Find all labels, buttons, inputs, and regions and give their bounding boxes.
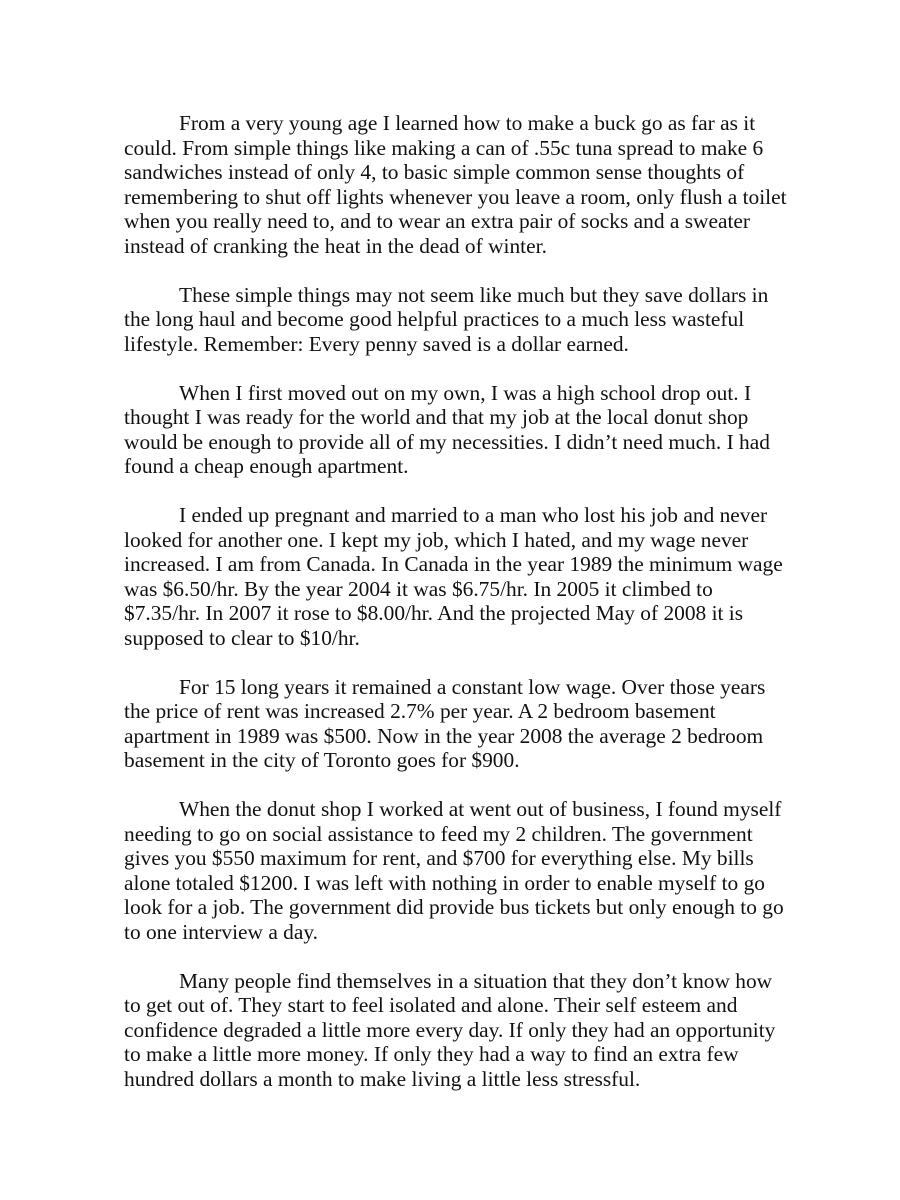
document-body xyxy=(124,111,789,1091)
paragraph-rent-increase: For 15 long years it remained a constant low wage. Over those years the price of rent was increased 2.7% per year. A 2 bedroom basement apartment in 1989 was $500. Now in the year 2008 the average 2 bedroom basement in the city of Toronto goes for $900. xyxy=(124,674,766,772)
paragraph-social-assistance: When the donut shop I worked at went out of business, I found myself needing to go on social assistance to feed my 2 children. The government gives you $550 maximum for rent, and $700 for everything else. My bills alone totaled $1200. I was left with nothing in order to enable myself to go look for a job. The government did provide bus tickets but only enough to go to one interview a day. xyxy=(124,797,784,944)
paragraph-isolation: Many people find themselves in a situation that they don’t know how to get out of. They start to feel isolated and alone. Their self esteem and confidence degraded a little more every day. If only they had an opportunity to make a little more money. If only they had a way to find an extra few hundred dollars a month to make living a little less stressful. xyxy=(124,968,776,1091)
paragraph-budgeting-childhood: From a very young age I learned how to make a buck go as far as it could. From simple things like making a can of .55c tuna spread to make 6 sandwiches instead of only 4, to basic simple common sense thoughts of remembering to shut off lights whenever you leave a room, only flush a toilet when you really need to, and to wear an extra pair of socks and a sweater instead of cranking the heat in the dead of winter. xyxy=(124,111,787,258)
paragraph-moving-out: When I first moved out on my own, I was a high school drop out. I thought I was ready for the world and that my job at the local donut shop would be enough to provide all of my necessities. I didn’t need much. I had found a cheap enough apartment. xyxy=(124,380,770,478)
paragraph-simple-savings: These simple things may not seem like much but they save dollars in the long haul and become good helpful practices to a much less wasteful lifestyle. Remember: Every penny saved is a dollar earned. xyxy=(124,282,769,356)
paragraph-minimum-wage: I ended up pregnant and married to a man who lost his job and never looked for another one. I kept my job, which I hated, and my wage never increased. I am from Canada. In Canada in the year 1989 the minimum wage was $6.50/hr. By the year 2004 it was $6.75/hr. In 2005 it climbed to $7.35/hr. In 2007 it rose to $8.00/hr. And the projected May of 2008 it is supposed to clear to $10/hr. xyxy=(124,503,783,650)
